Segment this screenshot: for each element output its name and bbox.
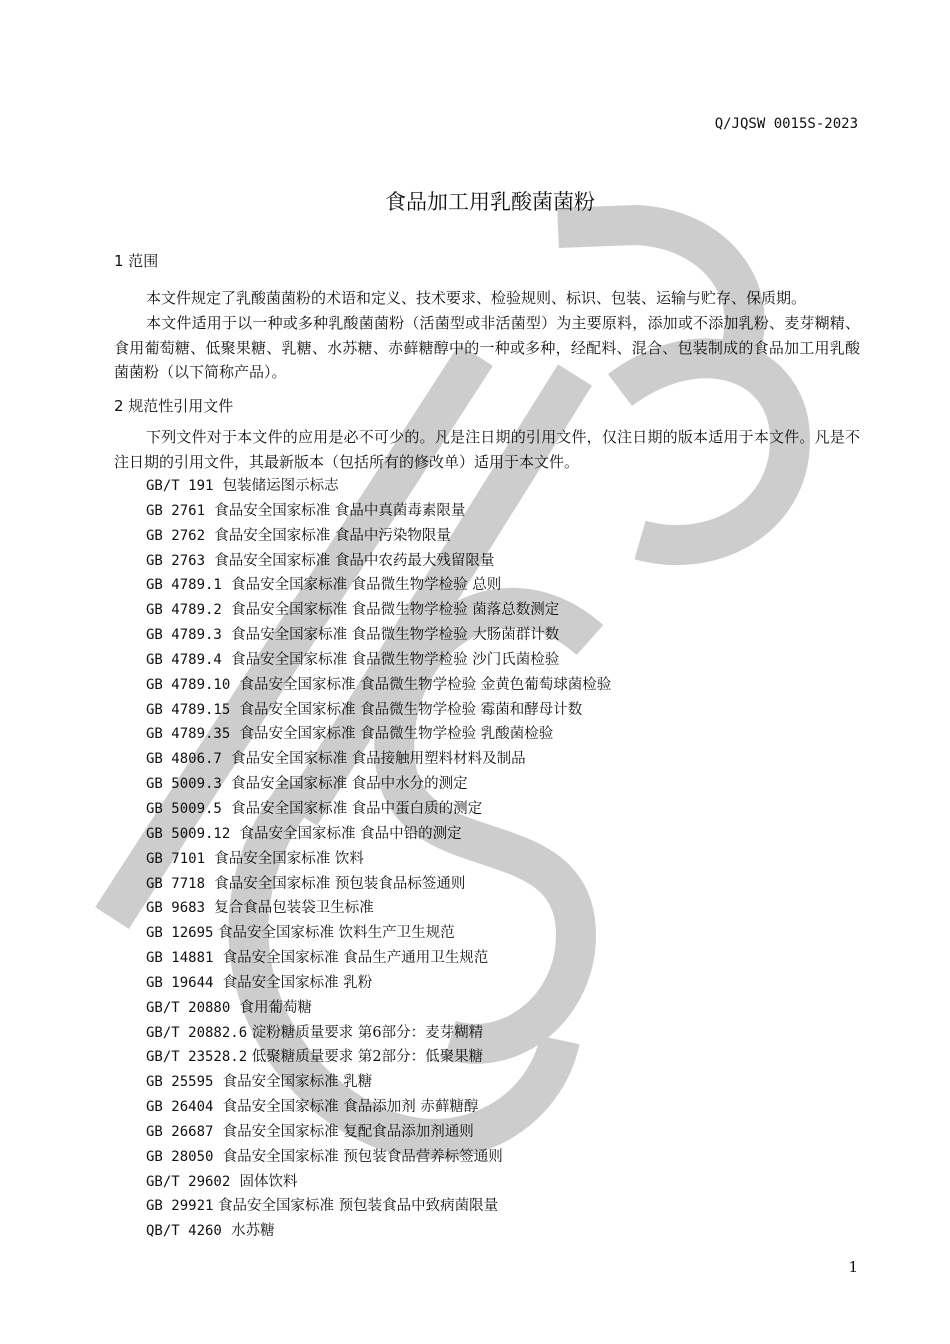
page-number: 1 (848, 1258, 858, 1276)
reference-title: 食品安全国家标准 食品微生物学检验 金黄色葡萄球菌检验 (230, 676, 612, 693)
reference-title: 低聚糖质量要求 第2部分：低聚果糖 (247, 1049, 484, 1066)
reference-code: GB 4789.1 (146, 577, 222, 594)
reference-title: 复合食品包装袋卫生标准 (205, 900, 374, 917)
reference-code: GB 29921 (146, 1198, 214, 1215)
reference-code: GB 19644 (146, 974, 214, 991)
normative-intro-paragraph: 下列文件对于本文件的应用是必不可少的。凡是注日期的引用文件，仅注日期的版本适用于本文件。凡是不注日期的引用文件，其最新版本（包括所有的修改单）适用于本文件。 (114, 428, 860, 471)
reference-code: GB 4789.35 (146, 726, 231, 743)
section-heading-normative-references: 2 规范性引用文件 (114, 397, 234, 415)
reference-code: GB 25595 (146, 1074, 214, 1091)
reference-title: 包装储运图示标志 (213, 478, 339, 494)
reference-code: GB 5009.5 (146, 800, 222, 817)
reference-code: GB 7718 (146, 875, 206, 892)
reference-title: 食品安全国家标准 食品接触用塑料材料及制品 (221, 751, 526, 768)
reference-item (146, 1145, 611, 1170)
reference-item (146, 1194, 611, 1219)
reference-item (146, 524, 611, 549)
reference-title: 食品安全国家标准 预包装食品标签通则 (205, 875, 466, 892)
document-code: Q/JQSW 0015S-2023 (714, 116, 858, 132)
reference-code: GB 4789.4 (146, 651, 222, 668)
reference-item (146, 971, 611, 996)
reference-item (146, 1170, 611, 1195)
reference-title: 食品安全国家标准 食品微生物学检验 乳酸菌检验 (230, 726, 554, 743)
reference-code: GB 28050 (146, 1148, 214, 1165)
reference-title: 食品安全国家标准 食品微生物学检验 霉菌和酵母计数 (230, 701, 583, 718)
reference-item (146, 872, 611, 897)
reference-title: 食品安全国家标准 食品中铅的测定 (230, 825, 462, 842)
reference-item (146, 648, 611, 673)
reference-item (146, 1070, 611, 1095)
reference-code: GB/T 20880 (146, 999, 231, 1016)
reference-title: 食品安全国家标准 食品中污染物限量 (205, 527, 451, 544)
reference-item (146, 499, 611, 524)
reference-title: 食品安全国家标准 复配食品添加剂通则 (213, 1123, 474, 1140)
reference-item (146, 722, 611, 747)
reference-title: 食品安全国家标准 食品微生物学检验 沙门氏菌检验 (221, 651, 560, 668)
reference-code: GB 4789.2 (146, 602, 222, 619)
reference-code: GB 9683 (146, 900, 206, 917)
reference-title: 食品安全国家标准 乳粉 (213, 974, 373, 991)
reference-item (146, 1045, 611, 1070)
reference-item (146, 1219, 611, 1244)
reference-title: 固体饮料 (230, 1173, 298, 1190)
section-heading-scope: 1 范围 (114, 252, 159, 270)
reference-item (146, 847, 611, 872)
reference-code: GB/T 20882.6 (146, 1024, 248, 1041)
reference-title: 淀粉糖质量要求 第6部分：麦芽糊精 (247, 1024, 484, 1041)
reference-item (146, 946, 611, 971)
reference-code: GB 4789.3 (146, 627, 222, 644)
reference-item (146, 896, 611, 921)
reference-code: GB 2762 (146, 527, 206, 544)
reference-code: GB 26404 (146, 1099, 214, 1116)
reference-item (146, 1120, 611, 1145)
reference-list (146, 474, 611, 1244)
reference-title: 食品安全国家标准 食品微生物学检验 菌落总数测定 (221, 602, 560, 619)
reference-item (146, 797, 611, 822)
reference-item (146, 772, 611, 797)
scope-paragraph-2: 本文件适用于以一种或多种乳酸菌菌粉（活菌型或非活菌型）为主要原料，添加或不添加乳粉、麦芽糊精、食用葡萄糖、低聚果糖、乳糖、水苏糖、赤藓糖醇中的一种或多种，经配料、混合、包装制成的食品加工用乳酸菌菌粉（以下简称产品）。 (114, 314, 860, 381)
reference-title: 食品安全国家标准 食品添加剂 赤藓糖醇 (213, 1099, 479, 1116)
reference-item (146, 921, 611, 946)
reference-code: GB 12695 (146, 925, 214, 942)
reference-item (146, 1021, 611, 1046)
reference-code: GB/T 23528.2 (146, 1049, 248, 1066)
reference-item (146, 747, 611, 772)
reference-title: 食品安全国家标准 食品微生物学检验 大肠菌群计数 (221, 627, 560, 644)
reference-title: 食品安全国家标准 饮料 (205, 850, 364, 867)
scope-paragraph-1: 本文件规定了乳酸菌菌粉的术语和定义、技术要求、检验规则、标识、包装、运输与贮存、保质期。 (146, 289, 807, 307)
reference-item (146, 549, 611, 574)
reference-code: GB/T 191 (146, 478, 214, 494)
reference-code: GB 26687 (146, 1123, 214, 1140)
reference-code: GB 2761 (146, 502, 206, 519)
reference-item (146, 598, 611, 623)
reference-code: QB/T 4260 (146, 1223, 222, 1240)
reference-code: GB 14881 (146, 950, 214, 967)
reference-item (146, 474, 611, 499)
reference-code: GB 4789.15 (146, 701, 231, 718)
reference-title: 食品安全国家标准 食品微生物学检验 总则 (221, 577, 502, 594)
reference-item (146, 623, 611, 648)
reference-title: 食品安全国家标准 食品中水分的测定 (221, 776, 468, 793)
reference-code: GB 4789.10 (146, 676, 231, 693)
reference-title: 食品安全国家标准 饮料生产卫生规范 (213, 925, 455, 942)
reference-item (146, 673, 611, 698)
reference-title: 食品安全国家标准 预包装食品中致病菌限量 (213, 1198, 499, 1215)
reference-title: 食品安全国家标准 食品中农药最大残留限量 (205, 552, 495, 569)
reference-item (146, 573, 611, 598)
reference-code: GB/T 29602 (146, 1173, 231, 1190)
reference-title: 食品安全国家标准 预包装食品营养标签通则 (213, 1148, 503, 1165)
reference-item (146, 996, 611, 1021)
reference-code: GB 4806.7 (146, 751, 222, 768)
document-title: 食品加工用乳酸菌菌粉 (385, 190, 595, 214)
reference-item (146, 1095, 611, 1120)
reference-item (146, 822, 611, 847)
reference-title: 水苏糖 (221, 1223, 275, 1240)
reference-title: 食品安全国家标准 乳糖 (213, 1074, 373, 1091)
reference-code: GB 5009.12 (146, 825, 231, 842)
reference-title: 食品安全国家标准 食品中真菌毒素限量 (205, 502, 466, 519)
reference-code: GB 5009.3 (146, 776, 222, 793)
reference-code: GB 2763 (146, 552, 206, 569)
reference-item (146, 698, 611, 723)
reference-code: GB 7101 (146, 850, 206, 867)
reference-title: 食品安全国家标准 食品生产通用卫生规范 (213, 950, 489, 967)
reference-title: 食品安全国家标准 食品中蛋白质的测定 (221, 800, 483, 817)
reference-title: 食用葡萄糖 (230, 999, 313, 1016)
